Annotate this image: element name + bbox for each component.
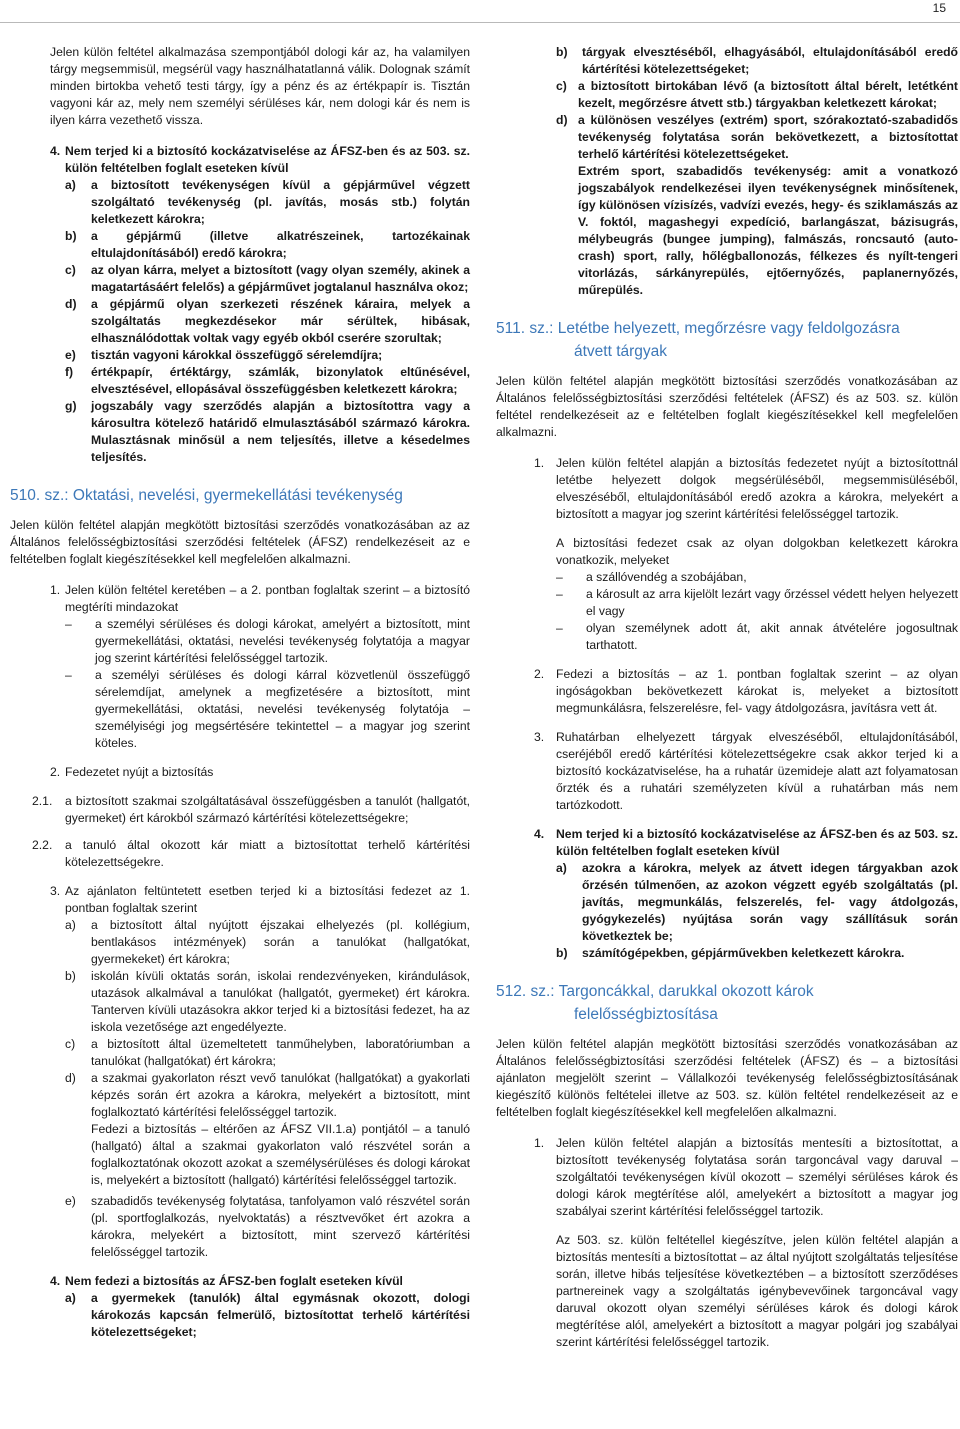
list-item: b) tárgyak elvesztéséből, elhagyásából, eltulajdonításából eredő kártérítési kötelezettségeket; (556, 45, 958, 76)
section-510-dash-list (50, 616, 470, 752)
section-512-body (496, 1135, 958, 1351)
list-item: a) azokra a károkra, melyek az átvett idegen tárgyakban azok őrzésén túlmenően, az azokon végzett egyéb szolgáltatás (pl. javítás, megmunkálás, felszerelés, fel- vagy átdolgozás, gyógykezelés) nyújtása során vagy szállításuk során következtek be; (556, 861, 958, 943)
list-item: e) tisztán vagyoni károkkal összefüggő sérelemdíjra; (65, 348, 383, 362)
list-item: g) jogszabály vagy szerződés alapján a biztosítottra vagy a károsultra kötelező határidő elmulasztásából származó károkra. Mulasztásnak minősül a nem teljesítés, illetve a késedelmes teljesítés. (65, 399, 470, 464)
section-512-title: 512. sz.: Targoncákkal, darukkal okozott károk felelősségbiztosítása (496, 983, 814, 1023)
section-511-item-3: 3. Ruhatárban elhelyezett tárgyak elveszéséből, eltulajdonításából, cseréjéből eredő kártérítési kötelezettségekre csak akkor terjed ki a biztosító kockázatviselése, ha a ruhatár üzemideje alatt azt folyamatosan őrzték és a ruhatári személyzeten kívül a ruhatárban más nem tartózkodott. (534, 730, 958, 812)
item-heading: Nem terjed ki a biztosító kockázatviselése az ÁFSZ-ben és az 503. sz. külön feltételben foglalt eseteken kívül (65, 144, 470, 175)
list-item: c) az olyan kárra, melyet a biztosított (vagy olyan személy, akinek a magatartásáért felelős) a gépjárművet jogtalanul használva okoz; (65, 263, 470, 294)
list-item: – olyan személynek adott át, akit annak átvételére jogosultnak tarthatott. (556, 621, 958, 652)
list-item: e) szabadidős tevékenység folytatása, tanfolyamon való részvétel során (pl. sportfoglalkozás, nyelvoktatás) a résztvevőket ért azokra a károkra, melyekért a biztosított, mint szervező kártérítési felelősséggel tartozik. (65, 1194, 470, 1259)
section-512-item-1: 1. Jelen külön feltétel alapján a biztosítás mentesíti a biztosítottat, a biztosított tevékenység folytatása során targoncával vagy daruval – szolgáltatói tevékenységen kívül okozott – személyi sérüléses károk és dologi károk megtérítése alól, amelyekért a biztosított a magyar jog szabályai szerint kártérítési felelősséggel tartozik. (534, 1136, 958, 1218)
section-510-intro: Jelen külön feltétel alapján megkötött biztosítási szerződés vonatkozásában az az Általános felelősségbiztosítási szerződési feltételek (ÁFSZ) rendelkezéseit az e feltételben foglalt kiegészítésekkel kell megfelelően alkalmazni. (10, 518, 470, 566)
list-item: d) a különösen veszélyes (extrém) sport, szórakoztató-szabadidős tevékenység folytatása során bekövetkezett, a biztosítottat terhelő kártérítési kötelezettségeket. (556, 113, 958, 161)
section-510-item-2-1: 2.1. a biztosított szakmai szolgáltatásával összefüggésben a tanulót (hallgatót, gyermeket) ért károkból származó kártérítési kötelezettségekre; (32, 794, 470, 825)
list-item: a) a gyermekek (tanulók) által egymásnak okozott, dologi károkozás kapcsán felmerülő, biztosítottat terhelő kártérítési kötelezettségeket; (65, 1291, 470, 1339)
list-item: b) a gépjármű (illetve alkatrészeinek, tartozékainak eltulajdonításából) eredő károkra; (65, 229, 470, 260)
item-number: 4. (50, 144, 61, 158)
list-item: c) a biztosított birtokában lévő (a biztosított által bérelt, letétként kezelt, megőrzésre átvett stb.) tárgyakban keletkezett károkat; (556, 79, 958, 110)
section-510-item-4: 4. Nem fedezi a biztosítás az ÁFSZ-ben foglalt eseteken kívül (50, 1274, 403, 1288)
list-item: a) a biztosított által nyújtott éjszakai elhelyezés (pl. kollégium, bentlakásos intézmények) során a tanulókat (hallgatókat, gyermekeket) ért károkra; (65, 918, 470, 966)
list-item: d) a szakmai gyakorlaton részt vevő tanulókat (hallgatókat) a gyakorlati képzés során ért azokra a károkra, melyekért a biztosított, mint foglalkoztató kártérítési felelősséggel tartozik. (65, 1071, 470, 1119)
left-column (10, 44, 470, 1341)
list-item: f) értékpapír, értéktárgy, számlák, bizonylatok eltűnésével, elvesztésével, ellopásával összefüggésben keletkezett károkra; (65, 365, 470, 396)
page-number: 15 (932, 1, 946, 15)
continued-exclusions-list (496, 44, 958, 78)
section-512-intro: Jelen külön feltétel alapján megkötött biztosítási szerződés vonatkozásában az Általános felelősségbiztosítási szerződési feltételek (ÁFSZ) és – a biztosítási ajánlaton megjelölt szerint – Vállalkozói tevékenység felelősségbiztosításának kiegészítő különös feltételei illetve az 503. sz. külön feltétel rendelkezéseit az e feltételben foglalt kiegészítésekkel kell megfelelően alkalmazni. (496, 1037, 958, 1119)
section-511-title: 511. sz.: Letétbe helyezett, megőrzésre vagy feldolgozásra átvett tárgyak (496, 320, 900, 360)
note-paragraph: Fedezi a biztosítás – eltérően az ÁFSZ VII.1.a) pontjától – a tanuló (hallgató) által a szakmai gyakorlaton való részvétel során a foglalkoztatónak okozott azokat a személysérüléses és dologi károkat is, melyekért a biztosított (hallgató) kártérítési felelősséggel tartozik. (91, 1122, 470, 1187)
list-item: – a szállóvendég a szobájában, (556, 570, 747, 584)
section-510-item-1: 1. Jelen külön feltétel keretében – a 2. pontban foglaltak szerint – a biztosító megtéríti mindazokat (50, 583, 470, 614)
exclusions-list (50, 177, 470, 466)
right-column (496, 44, 958, 1351)
section-511-item-4: 4. Nem terjed ki a biztosító kockázatviselése az ÁFSZ-ben és az 503. sz. külön feltételben foglalt eseteken kívül (534, 827, 958, 858)
list-item: – a károsult az arra kijelölt lezárt vagy őrzéssel védett helyen helyezett el vagy (556, 587, 958, 618)
section-510-item-2-2: 2.2. a tanuló által okozott kár miatt a biztosítottat terhelő kártérítési kötelezettségekre. (32, 838, 470, 869)
section-510-item-4-list (50, 1290, 470, 1341)
list-item: d) a gépjármű olyan szerkezeti részének káraira, melyek a szolgáltatás megkezdésekor már sérültek, hibásak, elhasználódottak voltak vagy egyéb okból cserére szorultak; (65, 297, 470, 345)
exclusions-item-4 (50, 143, 470, 177)
list-item: a) a biztosított tevékenységen kívül a gépjárművel végzett szolgáltató tevékenység (pl. javítás, mosás stb.) folytán keletkezett károkra; (65, 178, 470, 226)
list-item: b) iskolán kívüli oktatás során, iskolai rendezvényeken, kirándulások, utazások alkalmával a tanulókat (hallgatót, gyermeket) ért károkra. Tanterven kívüli utazásokra akkor terjed ki a biztosítási fedezet, ha az iskola vezetősége azt engedélyezte. (65, 969, 470, 1034)
continued-exclusions-list-2 (496, 78, 958, 299)
section-511-body (496, 455, 958, 962)
section-510-item-2: 2. Fedezetet nyújt a biztosítás (50, 765, 214, 779)
section-511-intro: Jelen külön feltétel alapján megkötött biztosítási szerződés vonatkozásában az Általános felelősségbiztosítási szerződési feltételek (ÁFSZ) és az 503. sz. külön feltétel rendelkezéseit az e feltételben foglalt kiegészítésekkel kell megfelelően alkalmazni. (496, 374, 958, 439)
section-511-item-1: 1. Jelen külön feltétel alapján a biztosítás fedezetet nyújt a biztosítottnál letétbe helyezett dolgok megsérüléséből, megsemmisüléséből, elveszéséből, eltulajdonításából eredő azokra a károkra, melyekért a biztosított a magyar jog szerint kártérítési felelősséggel tartozik. (534, 456, 958, 521)
section-510-item-3: 3. Az ajánlaton feltüntetett esetben terjed ki a biztosítási fedezet az 1. pontban foglaltak szerint (50, 884, 470, 915)
section-510-title: 510. sz.: Oktatási, nevelési, gyermekellátási tevékenység (10, 487, 403, 504)
list-item: – a személyi sérüléses és dologi kárral közvetlenül összefüggő sérelemdíjat, amelynek a megfizetésére a biztosított, mint gyermekellátási, oktatási, nevelési tevékenység folytatója – személyiségi jog megsértésére tekintettel – a magyar jog szerint köteles. (65, 668, 470, 750)
list-item: c) a biztosított által üzemeltetett tanműhelyben, laboratóriumban a tanulókat (hallgatókat) ért károkra; (65, 1037, 470, 1068)
list-item: b) számítógépekben, gépjárművekben keletkezett károkra. (556, 946, 905, 960)
extreme-sport-note: Extrém sport, szabadidős tevékenység: amit a vonatkozó jogszabályok rendelkezései ilyen tevékenységnek minősítenek, így különösen vízisízés, vadvízi evezés, hegy- és sziklamászás az V. foktól, magashegyi expedíció, barlangászat, bázisugrás, mélybeugrás (bungee jumping), falmászás, roncsautó (auto-crash) sport, rally, hőlégballonozás, félkezes és nyílt-tengeri vitorlázás, sárkányrepülés, ejtőernyőzés, paplanernyőzés, műrepülés. (578, 164, 958, 297)
section-511-dash-list (534, 569, 958, 654)
section-512-note: Az 503. sz. külön feltétellel kiegészítve, jelen külön feltétel alapján a biztosítás mentesíti a biztosítottat – az által nyújtott szolgáltatás teljesítése során, illetve hibás teljesítése következtében – a biztosított szerződéses partnereinek vagy a szolgáltatás igénybevevőinek targoncával vagy daruval okozott olyan személyi sérüléses károk és dologi károk megtérítése alól, amelyekért a biztosított a magyar polgári jog szabályai szerint kártérítési felelősséggel tartozik. (556, 1233, 958, 1349)
header-rule (0, 22, 960, 23)
section-511-item-4-list (534, 860, 958, 962)
list-item: – a személyi sérüléses és dologi károkat, amelyért a biztosított, mint gyermekellátási, oktatási, nevelési tevékenység folytatója a magyar jog szerint kártérítési felelősséggel tartozik. (65, 617, 470, 665)
intro-paragraph: Jelen külön feltétel alkalmazása szempontjából dologi kár az, ha valamilyen tárgy megsemmisül, megsérül vagy használhatatlanná válik. Dolognak számít minden birtokba vehető testi tárgy, így a pénz és az értékpapír is. Tisztán vagyoni kár az, mely nem személyi sérüléses kár, nem dologi kár és nem is ilyen kárra vezethető vissza. (50, 45, 470, 127)
section-511-note: A biztosítási fedezet csak az olyan dolgokban keletkezett károkra vonatkozik, melyeket (556, 536, 958, 567)
section-511-item-2: 2. Fedezi a biztosítás – az 1. pontban foglaltak szerint – az olyan ingóságokban bekövetkezett károkat is, melyeket a biztosított megmunkálásra, felszerelésre, fel- vagy átdolgozásra, javításra vett át. (534, 667, 958, 715)
section-510-item-3-list (50, 917, 470, 1261)
